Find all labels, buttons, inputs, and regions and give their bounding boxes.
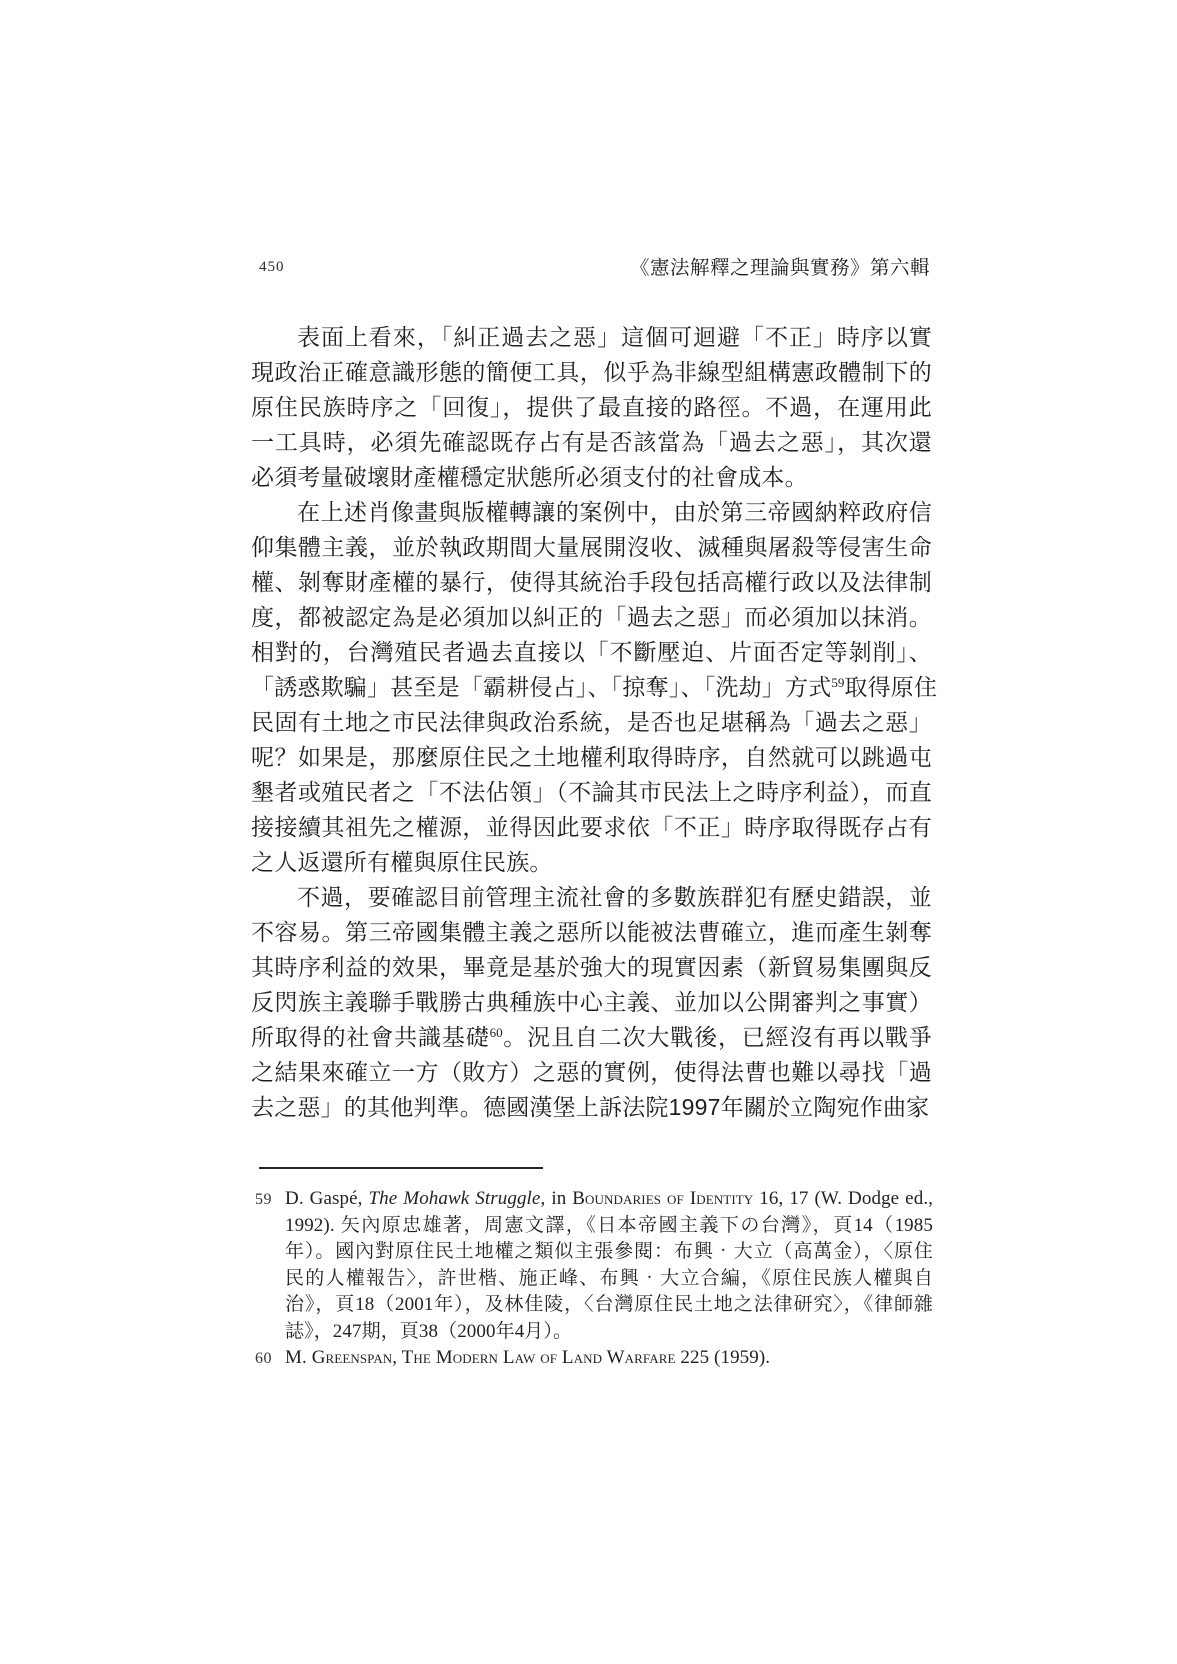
text-run: 一工具時，必須先確認既存占有是否該當為「過去之惡」，其次還 xyxy=(251,429,932,455)
text-run: M. Greenspan, The Modern Law of Land Warfare xyxy=(285,1347,676,1368)
body-line xyxy=(251,810,932,845)
body-line xyxy=(251,1020,932,1055)
text-run: 。況且自二次大戰後，已經沒有再以戰爭 xyxy=(502,1024,933,1050)
text-run: 年）。國內對原住民土地權之類似主張參閱：布興‧大立（高萬金），〈原住 xyxy=(285,1241,933,1262)
text-run: 225 (1959). xyxy=(675,1347,771,1368)
text-run: 反閃族主義聯手戰勝古典種族中心主義、並加以公開審判之事實） xyxy=(251,989,932,1015)
text-run: 權、剝奪財產權的暴行，使得其統治手段包括高權行政以及法律制 xyxy=(251,569,932,595)
text-run: 度，都被認定為是必須加以糾正的「過去之惡」而必須加以抹消。 xyxy=(251,604,932,630)
body-line xyxy=(251,635,932,670)
text-run: 必須考量破壞財產權穩定狀態所必須支付的社會成本。 xyxy=(251,464,808,490)
text-run: 不過，要確認目前管理主流社會的多數族群犯有歷史錯誤，並 xyxy=(297,884,932,910)
footnote-line xyxy=(285,1266,933,1293)
text-run: 呢？如果是，那麼原住民之土地權利取得時序，自然就可以跳過屯 xyxy=(251,744,932,770)
text-run: 仰集體主義，並於執政期間大量展開沒收、滅種與屠殺等侵害生命 xyxy=(251,534,932,560)
footnote-item xyxy=(255,1345,933,1372)
text-run: 16, 17 (W. Dodge ed., xyxy=(753,1188,934,1209)
text-run: 相對的，台灣殖民者過去直接以「不斷壓迫、片面否定等剝削」、 xyxy=(251,639,932,665)
body-line xyxy=(251,530,932,565)
text-run: The Mohawk Struggle xyxy=(368,1188,541,1209)
body-text xyxy=(251,320,938,1125)
footnote-separator xyxy=(259,1167,543,1169)
footnote-line xyxy=(285,1292,933,1319)
text-run: 1992). 矢內原忠雄著，周憲文譯，《日本帝國主義下の台灣》，頁14（1985 xyxy=(285,1214,933,1236)
body-line xyxy=(251,390,932,425)
text-run: 之人返還所有權與原住民族。 xyxy=(251,849,553,875)
footnotes xyxy=(255,1186,934,1372)
text-run: 民的人權報告〉，許世楷、施正峰、布興‧大立合編，《原住民族人權與自 xyxy=(285,1267,933,1289)
text-run: 治》，頁18（2001年），及林佳陵，〈台灣原住民土地之法律研究〉，《律師雜 xyxy=(285,1294,933,1315)
text-run: , in xyxy=(540,1188,573,1209)
text-run: 墾者或殖民者之「不法佔領」（不論其市民法上之時序利益），而直 xyxy=(251,779,932,805)
body-line xyxy=(251,495,932,530)
body-line xyxy=(251,775,932,810)
text-run: D. Gaspé, xyxy=(285,1188,369,1209)
body-line xyxy=(251,1055,932,1090)
text-run: 民固有土地之市民法律與政治系統，是否也足堪稱為「過去之惡」 xyxy=(251,709,932,735)
page-number: 450 xyxy=(259,259,285,275)
body-line xyxy=(251,425,932,460)
footnote-line xyxy=(255,1345,933,1372)
text-run: 所取得的社會共識基礎 xyxy=(251,1024,490,1050)
body-line xyxy=(251,1090,932,1125)
body-line xyxy=(251,320,932,355)
text-run: 之結果來確立一方（敗方）之惡的實例，使得法曹也難以尋找「過 xyxy=(251,1059,932,1085)
body-line xyxy=(251,880,932,915)
body-line xyxy=(251,600,932,635)
footnote-ref: 60 xyxy=(489,1025,503,1040)
footnote-number: 59 xyxy=(255,1191,272,1208)
body-line xyxy=(251,915,932,950)
footnote-item xyxy=(255,1186,934,1345)
footnote-line xyxy=(285,1239,933,1266)
text-run: 表面上看來，「糾正過去之惡」這個可迴避「不正」時序以實 xyxy=(297,324,932,350)
running-title: 《憲法解釋之理論與實務》第六輯 xyxy=(629,257,930,279)
paragraph xyxy=(251,880,932,1125)
text-run: 取得原住 xyxy=(844,674,938,700)
body-line xyxy=(251,705,932,740)
footnote-number: 60 xyxy=(255,1350,272,1367)
body-line xyxy=(251,740,932,775)
text-run: 在上述肖像畫與版權轉讓的案例中，由於第三帝國納粹政府信 xyxy=(297,499,932,525)
text-run: 不容易。第三帝國集體主義之惡所以能被法曹確立，進而產生剝奪 xyxy=(251,919,932,945)
text-run: 其時序利益的效果，畢竟是基於強大的現實因素（新貿易集團與反 xyxy=(251,954,932,980)
body-line xyxy=(251,355,932,390)
footnote-line xyxy=(255,1186,934,1213)
paragraph xyxy=(251,495,938,880)
footnote-line xyxy=(285,1213,933,1240)
body-line xyxy=(251,985,932,1020)
body-line xyxy=(251,845,932,880)
body-line xyxy=(251,670,938,705)
text-run: 原住民族時序之「回復」，提供了最直接的路徑。不過，在運用此 xyxy=(251,394,932,420)
text-run: 接接續其祖先之權源，並得因此要求依「不正」時序取得既存占有 xyxy=(251,814,932,840)
footnote-ref: 59 xyxy=(831,675,845,690)
text-run: 「誘惑欺騙」甚至是「霸耕侵占」、「掠奪」、「洗劫」方式 xyxy=(251,674,832,700)
body-line xyxy=(251,460,932,495)
footnote-line xyxy=(285,1319,933,1346)
body-line xyxy=(251,950,932,985)
paragraph xyxy=(251,320,932,495)
text-run: 誌》，247期，頁38（2000年4月）。 xyxy=(285,1320,573,1342)
text-run: 去之惡」的其他判準。德國漢堡上訴法院1997年關於立陶宛作曲家 xyxy=(251,1094,930,1120)
body-line xyxy=(251,565,932,600)
text-run: Boundaries of Identity xyxy=(572,1188,754,1209)
text-run: 現政治正確意識形態的簡便工具，似乎為非線型組構憲政體制下的 xyxy=(251,359,932,385)
